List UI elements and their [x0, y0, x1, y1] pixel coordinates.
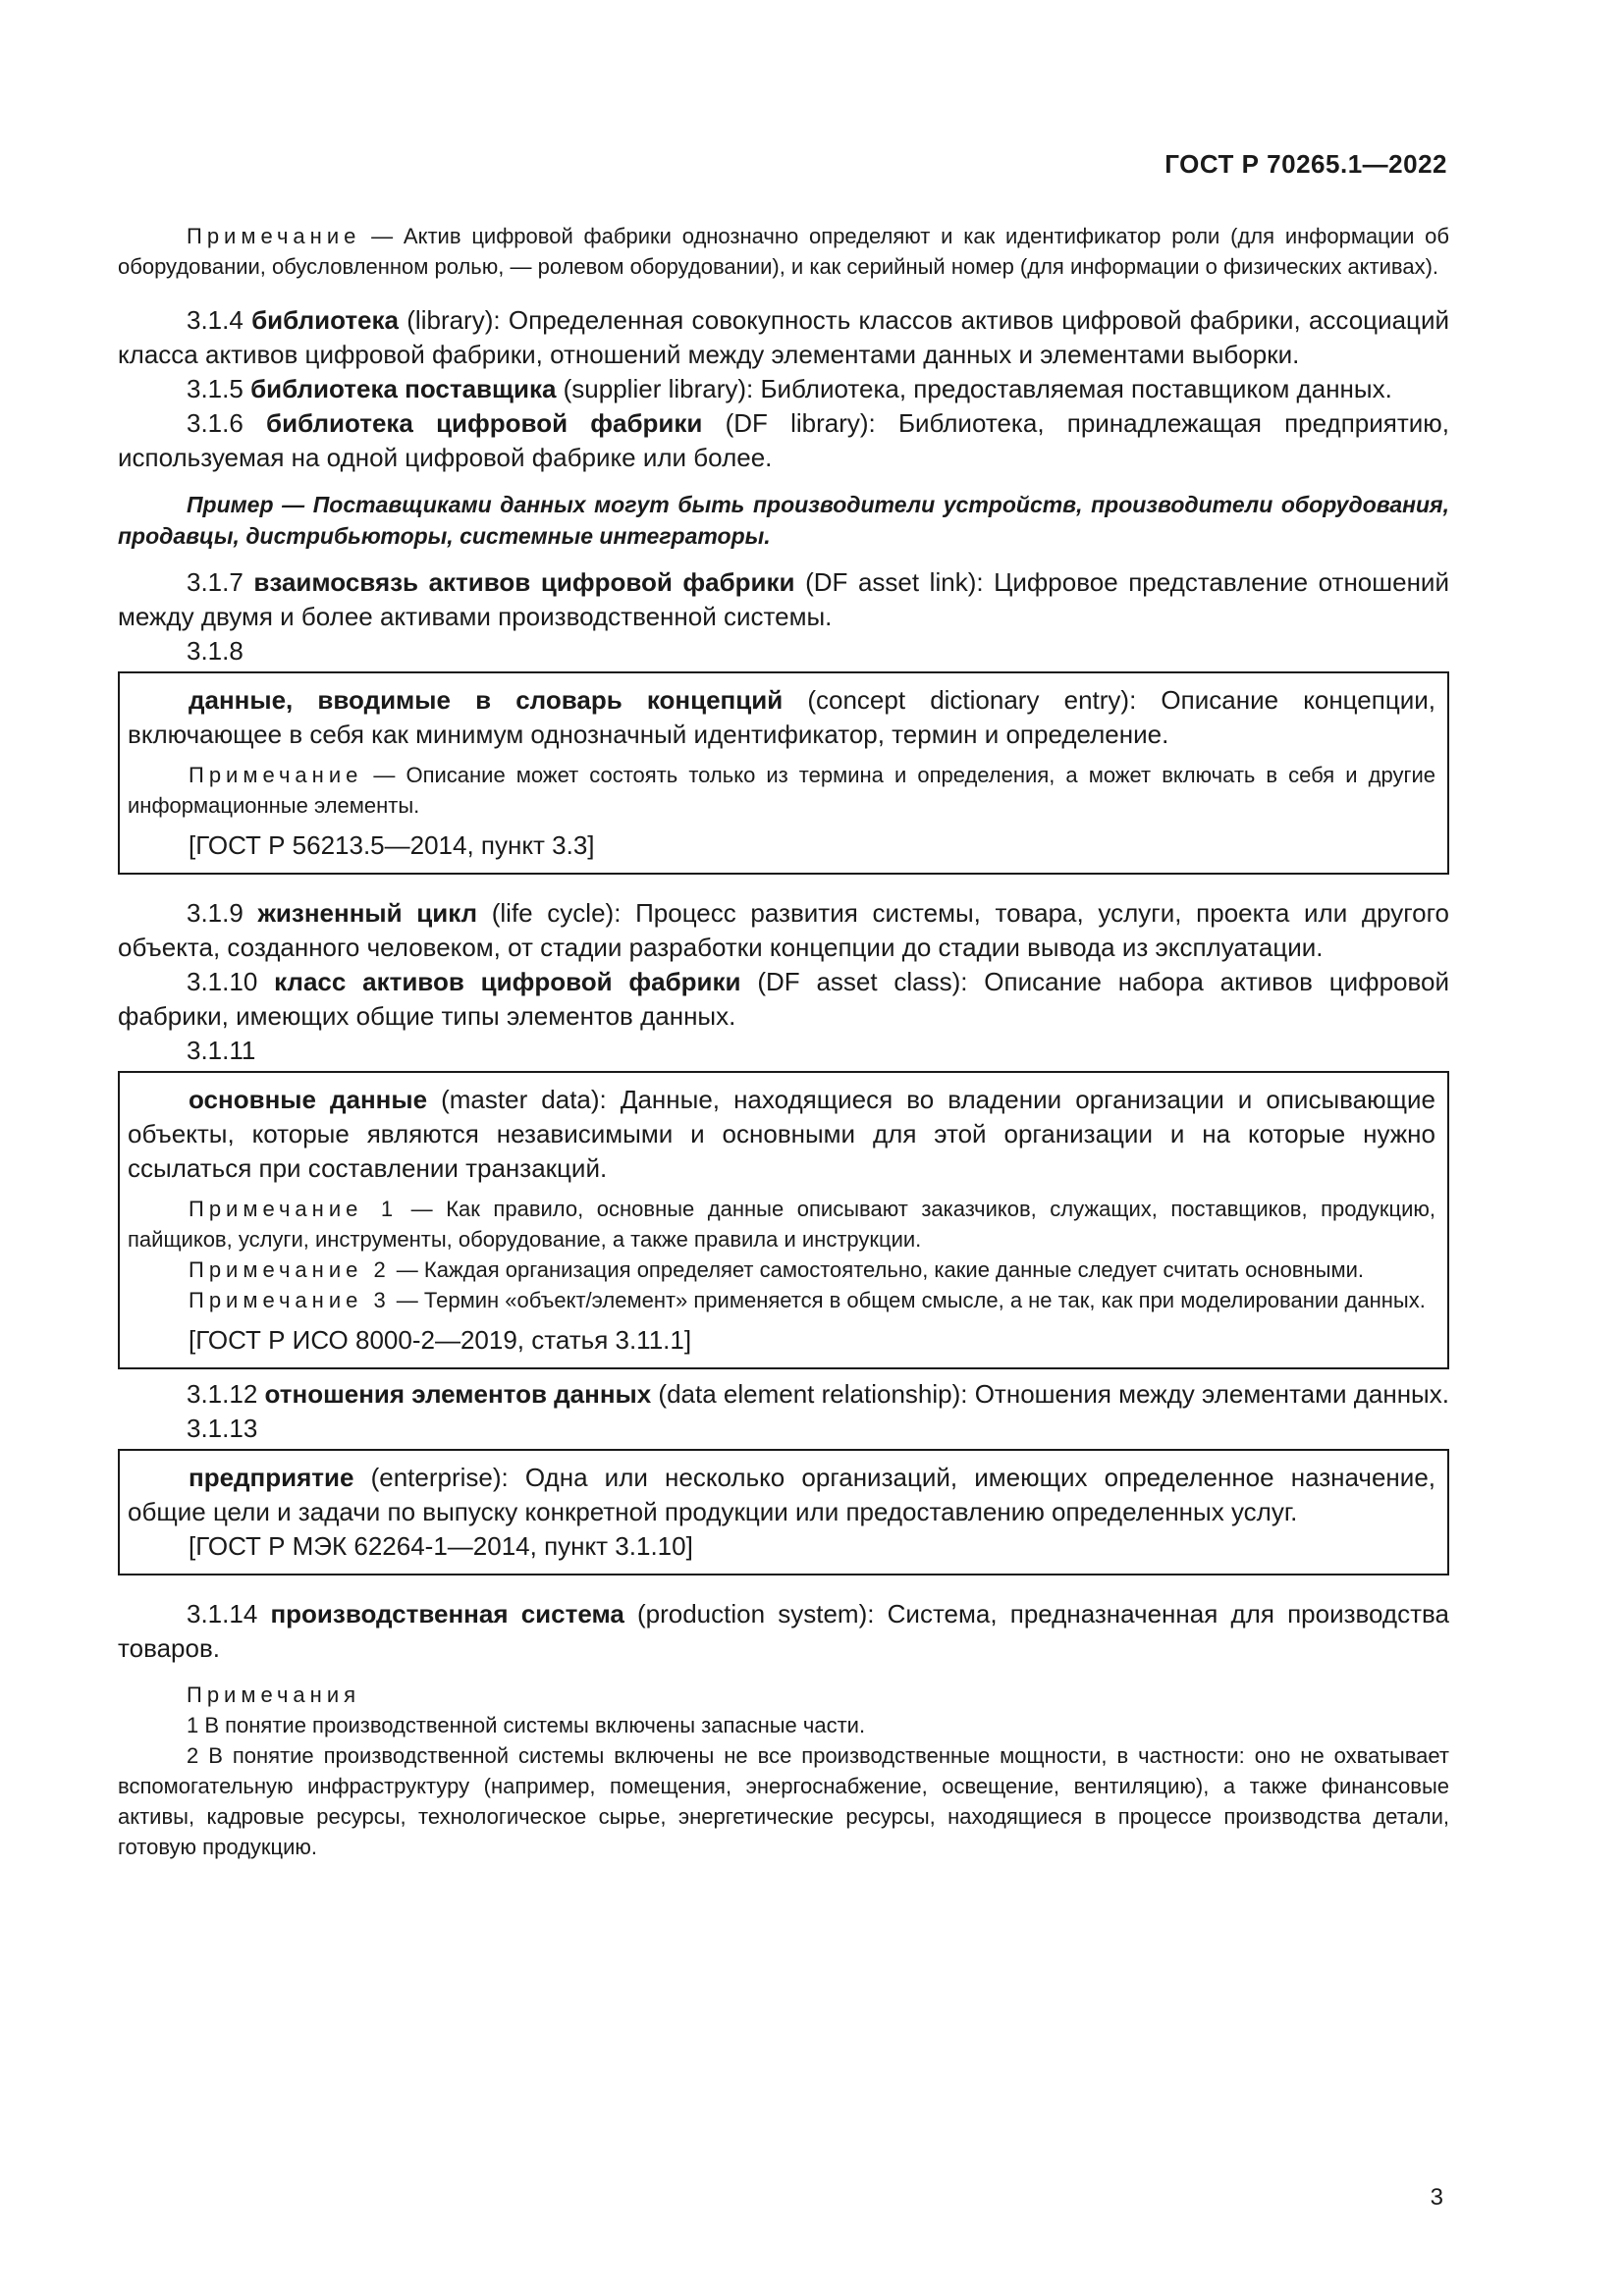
- term-3-1-10: [118, 965, 1449, 1034]
- term-definition: (master data): Данные, находящиеся во владении организации и описывающие объекты, которые являются независимыми и основными для этой организации и на которые нужно ссылаться при составлении транзакций.: [128, 1085, 1435, 1183]
- document-code-header: ГОСТ Р 70265.1—2022: [1164, 149, 1447, 179]
- boxed-term-3-1-13: [118, 1449, 1449, 1575]
- term-3-1-12: [118, 1377, 1449, 1412]
- term-name: производственная система: [270, 1599, 624, 1629]
- note-text: — Описание может состоять только из термина и определения, а может включать в себя и другие информационные элементы.: [128, 763, 1435, 818]
- term-3-1-11: [128, 1083, 1435, 1186]
- term-3-1-7: [118, 565, 1449, 634]
- term-name: предприятие: [189, 1463, 354, 1492]
- source-reference: [ГОСТ Р МЭК 62264-1—2014, пункт 3.1.10]: [189, 1531, 693, 1561]
- boxed-term-3-1-11: [118, 1071, 1449, 1369]
- note-text: — Каждая организация определяет самостоятельно, какие данные следует считать основными.: [390, 1257, 1364, 1282]
- term-number: 3.1.9: [187, 898, 258, 928]
- boxed-term-3-1-8: [118, 671, 1449, 875]
- term-definition: (enterprise): Одна или несколько организаций, имеющих определенное назначение, общие цели и задачи по выпуску конкретной продукции или предоставлению определенных услуг.: [128, 1463, 1435, 1526]
- term-number: 3.1.7: [187, 567, 254, 597]
- note-text: — Как правило, основные данные описывают заказчиков, служащих, поставщиков, продукцию, пайщиков, услуги, инструменты, оборудование, а также правила и инструкции.: [128, 1197, 1435, 1252]
- note-label: Примечание 1: [189, 1197, 399, 1221]
- term-number-3-1-13: 3.1.13: [187, 1414, 258, 1443]
- example-3-1-6: Пример — Поставщиками данных могут быть производители устройств, производители оборудования, продавцы, дистрибьюторы, системные интеграторы.: [118, 492, 1449, 549]
- term-3-1-8: [128, 683, 1435, 752]
- term-name: класс активов цифровой фабрики: [274, 967, 741, 996]
- term-number: 3.1.14: [187, 1599, 271, 1629]
- term-note: [128, 1255, 1435, 1285]
- term-number: 3.1.12: [187, 1379, 265, 1409]
- note-label: Примечание: [189, 763, 363, 787]
- term-note: [128, 1285, 1435, 1315]
- note-label: Примечание: [187, 224, 361, 248]
- term-3-1-4: [118, 303, 1449, 372]
- term-note: [128, 760, 1435, 821]
- term-name: основные данные: [189, 1085, 428, 1114]
- term-definition: (library): Определенная совокупность классов активов цифровой фабрики, ассоциаций класса активов цифровой фабрики, отношений между элементами данных и элементами выборки.: [118, 305, 1449, 369]
- list-item: 2 В понятие производственной системы включены не все производственные мощности, в частности: оно не охватывает вспомогательную инфраструктуру (например, помещения, энергоснабжение, освещение, вентиляцию), а также финансовые активы, кадровые ресурсы, технологическое сырье, энергетические ресурсы, находящиеся в процессе производства детали, готовую продукцию.: [118, 1743, 1449, 1859]
- term-name: данные, вводимые в словарь концепций: [189, 685, 784, 715]
- note-text: — Термин «объект/элемент» применяется в общем смысле, а не так, как при моделировании данных.: [390, 1288, 1426, 1312]
- term-definition: (DF library): Библиотека, принадлежащая предприятию, используемая на одной цифровой фабрике или более.: [118, 408, 1449, 472]
- term-definition: (DF asset class): Описание набора активов цифровой фабрики, имеющих общие типы элементов данных.: [118, 967, 1449, 1031]
- note-label: Примечание 2: [189, 1257, 391, 1282]
- page-number: 3: [1430, 2184, 1443, 2211]
- document-body: [118, 221, 1449, 1862]
- term-name: взаимосвязь активов цифровой фабрики: [253, 567, 795, 597]
- term-definition: (DF asset link): Цифровое представление отношений между двумя и более активами производственной системы.: [118, 567, 1449, 631]
- term-definition: (life cycle): Процесс развития системы, товара, услуги, проекта или другого объекта, созданного человеком, от стадии разработки концепции до стадии вывода из эксплуатации.: [118, 898, 1449, 962]
- term-name: библиотека поставщика: [250, 374, 557, 403]
- list-item: 1 В понятие производственной системы включены запасные части.: [187, 1713, 866, 1737]
- term-number: 3.1.5: [187, 374, 251, 403]
- term-3-1-6: [118, 406, 1449, 475]
- term-name: жизненный цикл: [257, 898, 478, 928]
- term-number: 3.1.6: [187, 408, 267, 438]
- term-number: 3.1.4: [187, 305, 252, 335]
- term-3-1-14: [118, 1597, 1449, 1666]
- term-3-1-5: [118, 372, 1449, 406]
- term-definition: (supplier library): Библиотека, предоставляемая поставщиком данных.: [556, 374, 1392, 403]
- source-reference: [ГОСТ Р ИСО 8000-2—2019, статья 3.11.1]: [189, 1325, 692, 1355]
- term-number-3-1-11: 3.1.11: [187, 1036, 256, 1065]
- term-note: [128, 1194, 1435, 1255]
- note-label: Примечание 3: [189, 1288, 391, 1312]
- term-3-1-13: [128, 1461, 1435, 1529]
- term-definition: (concept dictionary entry): Описание концепции, включающее в себя как минимум однозначный идентификатор, термин и определение.: [128, 685, 1435, 749]
- term-name: отношения элементов данных: [264, 1379, 652, 1409]
- note-asset: [118, 221, 1449, 282]
- term-3-1-9: [118, 896, 1449, 965]
- term-name: библиотека цифровой фабрики: [266, 408, 703, 438]
- term-definition: (data element relationship): Отношения между элементами данных.: [651, 1379, 1449, 1409]
- term-name: библиотека: [251, 305, 399, 335]
- source-reference: [ГОСТ Р 56213.5—2014, пункт 3.3]: [189, 830, 595, 860]
- term-number: 3.1.10: [187, 967, 275, 996]
- term-number-3-1-8: 3.1.8: [187, 636, 244, 666]
- notes-heading: Примечания: [187, 1682, 361, 1707]
- term-definition: (production system): Система, предназначенная для производства товаров.: [118, 1599, 1449, 1663]
- note-text: — Актив цифровой фабрики однозначно определяют и как идентификатор роли (для информации об оборудовании, обусловленном ролью, — ролевом оборудовании), и как серийный номер (для информации о физических активах).: [118, 224, 1449, 279]
